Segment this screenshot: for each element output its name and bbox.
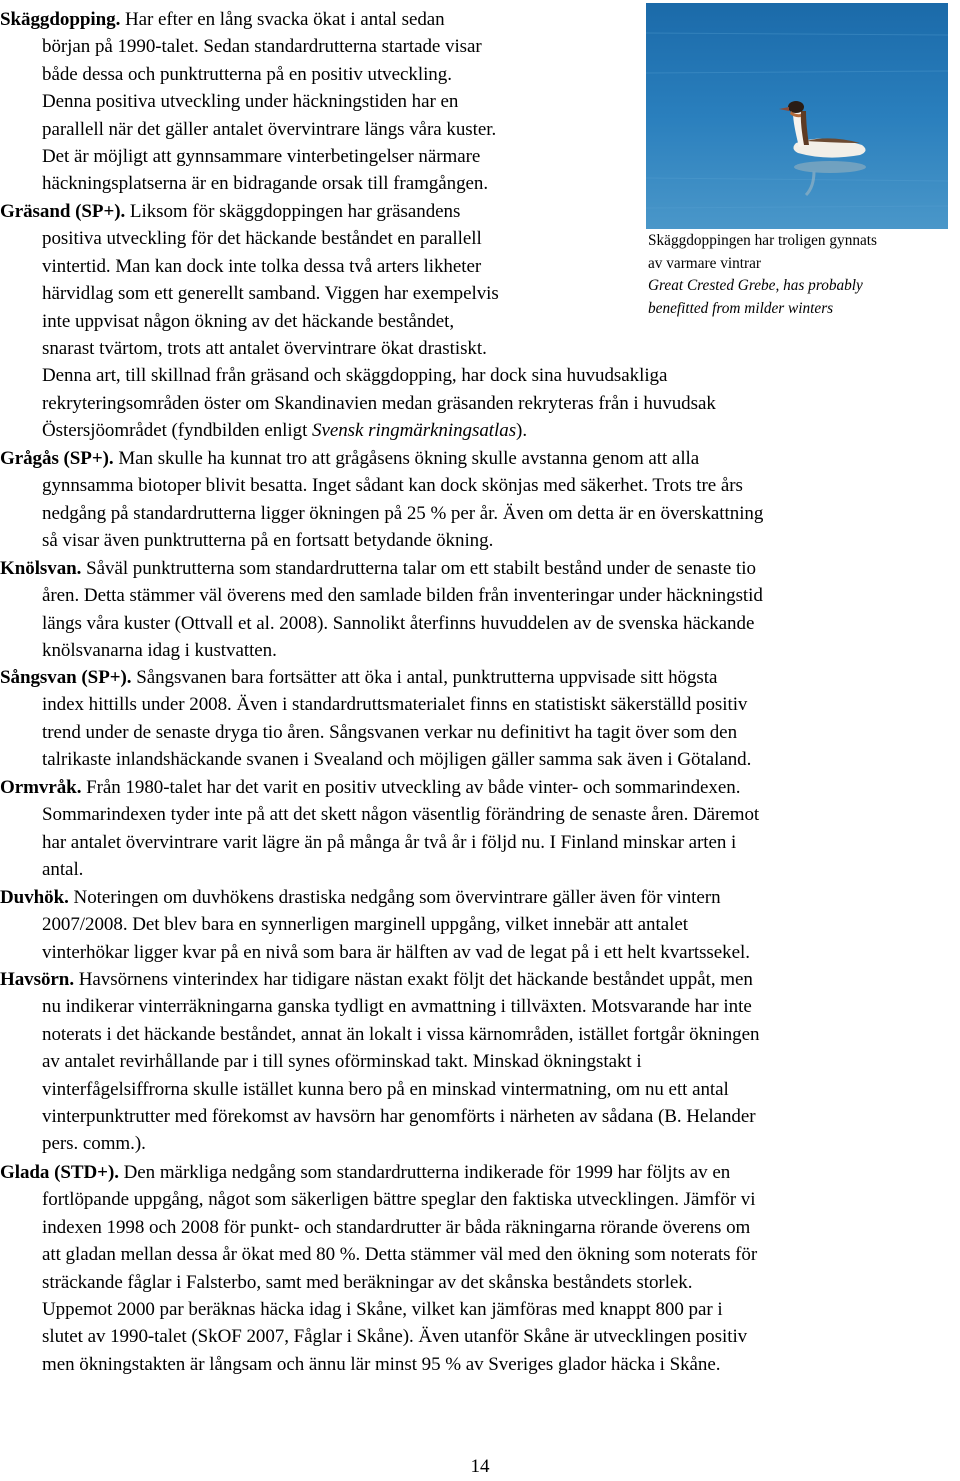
text-line: vinterfågelsiffrorna skulle istället kunna bero på en minskad vintermatning, om nu ett antal bbox=[42, 1078, 729, 1100]
text-line: index hittills under 2008. Även i standardruttsmaterialet finns en statistiskt säkerställd positiv bbox=[42, 694, 748, 716]
text-line: början på 1990-talet. Sedan standardrutterna startade visar bbox=[42, 36, 482, 58]
paragraph-first-line: Sångsvan (SP+). Sångsvanen bara fortsätter att öka i antal, punktrutterna uppvisade sitt högsta bbox=[0, 667, 718, 688]
text-line: Östersjöområdet (fyndbilden enligt Svensk ringmärkningsatlas). bbox=[42, 420, 528, 442]
text-line: att gladan mellan dessa år ökat med 80 %. Detta stämmer väl med den ökning som noterats för bbox=[42, 1244, 758, 1266]
text-line: Denna positiva utveckling under häckningstiden har en bbox=[42, 91, 459, 113]
paragraph-first-line: Knölsvan. Såväl punktrutterna som standardrutterna talar om ett stabilt bestånd under de senaste tio bbox=[0, 558, 756, 579]
text-line: fortlöpande uppgång, något som säkerligen bättre speglar den faktiska utvecklingen. Jämför vi bbox=[42, 1189, 756, 1211]
paragraph-first-line: Grågås (SP+). Man skulle ha kunnat tro att grågåsens ökning skulle avstanna genom att alla bbox=[0, 448, 700, 469]
text-line: Denna art, till skillnad från gräsand och skäggdopping, har dock sina huvudsakliga bbox=[42, 365, 668, 387]
species-name: Knölsvan. bbox=[0, 558, 82, 579]
species-name: Gräsand (SP+). bbox=[0, 201, 126, 222]
text-line: vintertid. Man kan dock inte tolka dessa två arters likheter bbox=[42, 255, 482, 277]
paragraph-first-line: Havsörn. Havsörnens vinterindex har tidigare nästan exakt följt det häckande beståndet uppåt, men bbox=[0, 969, 753, 990]
species-name: Sångsvan (SP+). bbox=[0, 667, 132, 688]
text-line: trend under de senaste dryga tio åren. Sångsvanen verkar nu definitivt ha tagit över som den bbox=[42, 721, 738, 743]
text-line: indexen 1998 och 2008 för punkt- och standardrutter är båda räkningarna rörande överens om bbox=[42, 1216, 751, 1238]
text-line: vinterpunktrutter med förekomst av havsörn har genomförts i närheten av sådana (B. Helander bbox=[42, 1106, 756, 1128]
paragraph-first-line: Gräsand (SP+). Liksom för skäggdoppingen har gräsandens bbox=[0, 201, 461, 222]
page-number: 14 bbox=[470, 1456, 490, 1477]
book-title: Svensk ringmärkningsatlas bbox=[312, 420, 517, 442]
text-line: åren. Detta stämmer väl överens med den samlade bilden från inventeringar under häckningstid bbox=[42, 585, 763, 607]
text-line: både dessa och punktrutterna på en positiv utveckling. bbox=[42, 63, 452, 85]
section-skaggdopping bbox=[0, 6, 496, 198]
text-line: antal. bbox=[42, 859, 84, 881]
species-name: Grågås (SP+). bbox=[0, 448, 114, 469]
text-line: vinterhökar ligger kvar på en nivå som bara är hälften av vad de legat på i ett helt kvartssekel. bbox=[42, 941, 750, 963]
text-line: häckningsplatserna är en bidragande orsak till framgången. bbox=[42, 173, 489, 195]
section-grasand bbox=[0, 198, 716, 445]
grebe-photo-graphic bbox=[646, 3, 948, 229]
paragraph-first-line: Glada (STD+). Den märkliga nedgång som standardrutterna indikerade för 1999 har följts av en bbox=[0, 1162, 731, 1183]
species-name: Glada (STD+). bbox=[0, 1162, 119, 1183]
text-line: snarast tvärtom, trots att antalet övervintrare ökat drastiskt. bbox=[42, 338, 487, 360]
paragraph-first-line: Skäggdopping. Har efter en lång svacka ökat i antal sedan bbox=[0, 9, 445, 30]
section-gragas bbox=[0, 445, 763, 555]
text-line: så visar även punktrutterna på en fortsatt betydande ökning. bbox=[42, 530, 494, 552]
text-line: längs våra kuster (Ottvall et al. 2008). Sannolikt återfinns huvuddelen av de svenska häckande bbox=[42, 612, 755, 634]
section-glada bbox=[0, 1159, 757, 1378]
text-line: knölsvanarna idag i kustvatten. bbox=[42, 640, 277, 662]
text-line: av antalet revirhållande par i till synes oförminskad takt. Minskad ökningstakt i bbox=[42, 1051, 642, 1073]
caption-en-line: benefitted from milder winters bbox=[648, 299, 834, 317]
caption-sv-line: Skäggdoppingen har troligen gynnats bbox=[648, 232, 877, 249]
text-line: Det är möjligt att gynnsammare vinterbetingelser närmare bbox=[42, 146, 481, 168]
text-line: 2007/2008. Det blev bara en synnerligen marginell uppgång, vilket innebär att antalet bbox=[42, 914, 688, 936]
text-line: härvidlag som ett generellt samband. Viggen har exempelvis bbox=[42, 283, 499, 305]
text-line: positiva utveckling för det häckande beståndet en parallell bbox=[42, 228, 482, 250]
text-line: gynnsamma biotoper blivit besatta. Inget sådant kan dock skönjas med säkerhet. Trots tre års bbox=[42, 475, 743, 497]
species-name: Ormvråk. bbox=[0, 777, 82, 798]
section-knolsvan bbox=[0, 555, 763, 665]
species-name: Duvhök. bbox=[0, 887, 69, 908]
text-line: men ökningstakten är långsam och ännu lär minst 95 % av Sveriges glador häcka i Skåne. bbox=[42, 1353, 721, 1375]
section-havsorn bbox=[0, 966, 759, 1158]
species-name: Skäggdopping. bbox=[0, 9, 121, 30]
text-line: talrikaste inlandshäckande svanen i Svealand och möjligen gäller samma sak även i Götaland. bbox=[42, 749, 752, 771]
caption-sv-line: av varmare vintrar bbox=[648, 254, 761, 272]
text-line: slutet av 1990-talet (SkOF 2007, Fåglar i Skåne). Även utanför Skåne är utvecklingen positiv bbox=[42, 1326, 748, 1348]
text-line: rekryteringsområden öster om Skandinavien medan gräsanden rekryteras från i huvudsak bbox=[42, 392, 716, 414]
text-line: inte uppvisat någon ökning av det häckande beståndet, bbox=[42, 310, 455, 332]
species-name: Havsörn. bbox=[0, 969, 75, 990]
text-line: Uppemot 2000 par beräknas häcka idag i Skåne, vilket kan jämföras med knappt 800 par i bbox=[42, 1299, 723, 1321]
text-line: parallell när det gäller antalet övervintrare längs våra kuster. bbox=[42, 118, 497, 140]
text-line: har antalet övervintrare varit lägre än på många år två år i följd nu. I Finland minskar arten i bbox=[42, 831, 737, 853]
text-line: nedgång på standardrutterna ligger ökningen på 25 % per år. Även om detta är en överskattning bbox=[42, 502, 764, 524]
text-line: nu indikerar vinterräkningarna ganska tydligt en avmattning i tillväxten. Motsvarande har inte bbox=[42, 996, 752, 1018]
text-line: pers. comm.). bbox=[42, 1133, 146, 1155]
section-ormvrak bbox=[0, 774, 759, 884]
caption-en-line: Great Crested Grebe, has probably bbox=[648, 277, 863, 295]
section-duvhok bbox=[0, 884, 750, 966]
paragraph-first-line: Duvhök. Noteringen om duvhökens drastiska nedgång som övervintrare gäller även för vintern bbox=[0, 887, 721, 908]
section-sangsvan bbox=[0, 664, 751, 774]
text-line: Sommarindexen tyder inte på att det skett någon väsentlig förändring de senaste åren. Däremot bbox=[42, 804, 760, 826]
paragraph-first-line: Ormvråk. Från 1980-talet har det varit en positiv utveckling av både vinter- och sommarindexen. bbox=[0, 777, 741, 798]
text-line: noterats i det häckande beståndet, annat än lokalt i vissa kärnområden, istället fortgår ökningen bbox=[42, 1023, 760, 1045]
grebe-photo bbox=[646, 3, 948, 229]
text-line: sträckande fåglar i Falsterbo, samt med beräkningar av det skånska beståndets storlek. bbox=[42, 1271, 693, 1293]
